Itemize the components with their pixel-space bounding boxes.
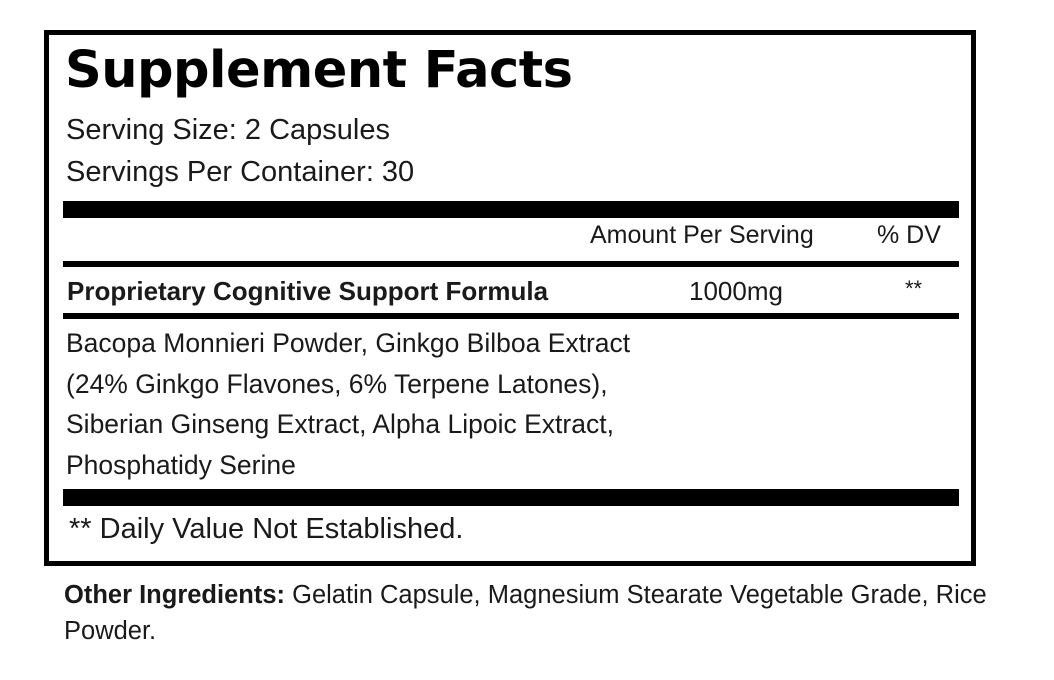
ingredient-line: Phosphatidy Serine: [66, 449, 296, 480]
formula-dv: **: [905, 276, 923, 301]
dv-header: % DV: [877, 221, 941, 249]
thick-divider-top: [63, 201, 959, 218]
supplement-facts-panel: [44, 30, 976, 566]
ingredient-line: (24% Ginkgo Flavones, 6% Terpene Latones),: [66, 368, 608, 399]
serving-size: Serving Size: 2 Capsules: [66, 114, 390, 146]
divider-header: [63, 261, 959, 267]
ingredient-line: Siberian Ginseng Extract, Alpha Lipoic Extract,: [66, 409, 614, 439]
amount-per-serving-header: Amount Per Serving: [590, 221, 814, 249]
other-ingredients-text: Gelatin Capsule, Magnesium Stearate Vegetable Grade, Rice Powder.: [64, 581, 987, 645]
formula-amount: 1000mg: [689, 276, 783, 306]
divider-formula: [63, 313, 959, 319]
thick-divider-bottom: [63, 489, 959, 506]
other-ingredients-label: Other Ingredients:: [64, 581, 286, 609]
other-ingredients: [64, 577, 1004, 649]
servings-per-container: Servings Per Container: 30: [66, 156, 415, 188]
formula-name: Proprietary Cognitive Support Formula: [67, 276, 549, 306]
formula-ingredients: [66, 323, 946, 485]
dv-footnote: ** Daily Value Not Established.: [69, 513, 464, 545]
ingredient-line: Bacopa Monnieri Powder, Ginkgo Bilboa Extract: [66, 328, 631, 358]
label-title: Supplement Facts: [65, 41, 573, 100]
